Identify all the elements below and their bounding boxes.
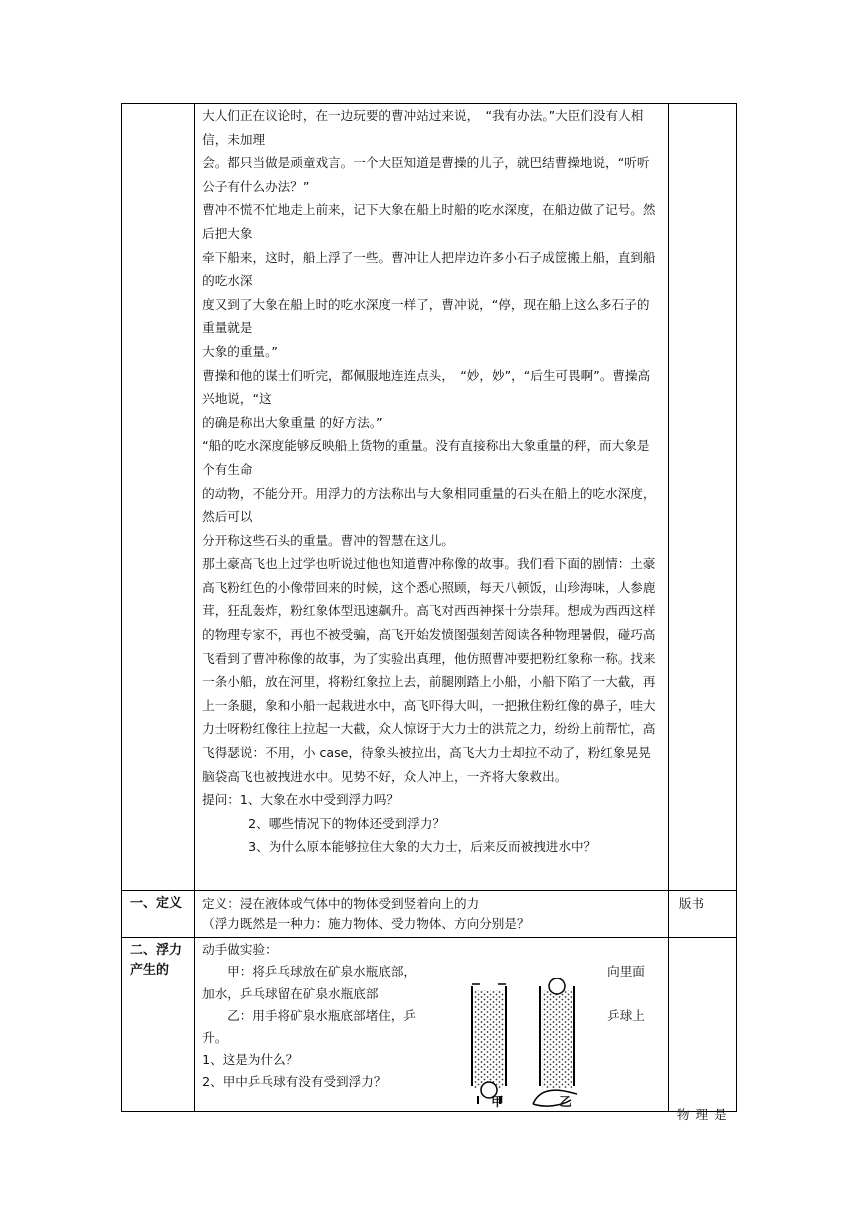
experiment-cell xyxy=(195,938,669,1112)
figure-label-yi: 乙 xyxy=(559,1094,572,1109)
figure-label-jia: 甲 xyxy=(491,1094,504,1109)
experiment-jia-right: 向里面 xyxy=(607,964,645,979)
origin-note-cell xyxy=(668,938,736,1122)
definition-row xyxy=(122,891,737,938)
origin-heading: 二、浮力产生的 xyxy=(122,938,195,1112)
bottle-yi xyxy=(533,978,577,1106)
experiment-yi-line2: 升。 xyxy=(202,1030,228,1045)
story-line: 牵下船来，这时，船上浮了一些。曹冲让人把岸边许多小石子成筐搬上船，直到船的吃水深 xyxy=(202,249,656,289)
definition-heading: 一、定义 xyxy=(122,891,195,938)
story-line: 大人们正在议论时，在一边玩要的曹冲站过来说， “我有办法。”大臣们没有人相信，未加理 xyxy=(202,108,644,147)
question-2: 2、哪些情况下的物体还受到浮力？ xyxy=(248,815,446,831)
experiment-yi-line: 乙：用手将矿泉水瓶底部堵住，乒 xyxy=(227,1008,417,1023)
bottle-jia xyxy=(472,984,506,1104)
story-row xyxy=(122,104,737,891)
experiment-question-2: 2、甲中乒乓球有没有受到浮力？ xyxy=(202,1074,387,1089)
experiment-jia-line: 甲：将乒乓球放在矿泉水瓶底部， xyxy=(227,964,417,979)
origin-note: 物理是 xyxy=(676,1107,733,1122)
story-cell xyxy=(195,104,669,891)
experiment-jia-line2: 加水，乒乓球留在矿泉水瓶底部 xyxy=(202,986,379,1001)
definition-cell xyxy=(195,891,669,938)
story-line: 会。都只当做是顽童戏言。一个大臣知道是曹操的儿子，就巴结曹操地说，“听听公子有什么办法？” xyxy=(202,155,650,194)
definition-subtext: （浮力既然是一种力：施力物体、受力物体、方向分别是？ xyxy=(202,916,530,931)
story-line: 度又到了大象在船上时的吃水深度一样了，曹冲说，“停，现在船上这么多石子的重量就是 xyxy=(202,296,650,336)
experiment-yi-right: 乒球上 xyxy=(607,1008,645,1023)
definition-text: 定义：浸在液体或气体中的物体受到竖着向上的力 xyxy=(202,896,480,911)
story-line: 大象的重量。” xyxy=(202,343,278,359)
story-line: 曹冲不慌不忙地走上前来，记下大象在船上时船的吃水深度，在船边做了记号。然后把大象 xyxy=(202,202,656,241)
ping-pong-ball-yi xyxy=(549,978,565,994)
story-line: 曹操和他的谋士们听完，都佩服地连连点头， “妙，妙”，“后生可畏啊”。曹操高兴地说，“这 xyxy=(202,367,651,407)
question-prefix: 提问： xyxy=(202,792,240,808)
experiment-question-1: 1、这是为什么？ xyxy=(202,1052,299,1067)
question-3: 3、为什么原本能够拉住大象的大力士，后来反而被拽进水中？ xyxy=(248,839,597,855)
story-paragraph: 那土豪高飞也上过学也听说过他也知道曹冲称像的故事。我们看下面的剧情：土豪高飞粉红色的小像带回来的时候，这个悉心照顾，每天八顿饭，山珍海味，人参鹿茸，狂乱轰炸，粉红象体型迅速飙升。高飞对西西神探十分崇拜。想成为西西这样的物理专家不，再也不被受骗，高飞开始发愤图强刻苦阅读各种物理暑假，碰巧高飞看到了曹冲称像的故事，为了实验出真理，他仿照曹冲要把粉红象称一称。找来一条小船，放在河里，将粉红象拉上去，前腿刚踏上小船，小船下陷了一大截，再上一条腿，象和小船一起栽进水中，高飞吓得大叫，一把揪住粉红像的鼻子，哇大力士呀粉红像往上拉起一大截，众人惊讶于大力士的洪荒之力，纷纷上前帮忙，高飞得瑟说：不用，小 case，待象头被拉出，高飞大力士却拉不动了，粉红象晃晃脑袋高飞也被拽进水中。见势不好，众人冲上，一齐将大象救出。 xyxy=(202,556,656,784)
story-heading-cell xyxy=(122,104,195,891)
story-line: 的动物，不能分开。用浮力的方法称出与大象相同重量的石头在船上的吃水深度，然后可以 xyxy=(202,485,656,525)
story-line: 的确是称出大象重量 的好方法。” xyxy=(202,414,383,430)
origin-row xyxy=(122,938,737,1112)
story-line: 分开称这些石头的重量。曹冲的智慧在这儿。 xyxy=(202,532,454,548)
question-1: 提问：1、大象在水中受到浮力吗？ xyxy=(202,792,400,808)
lesson-table xyxy=(121,103,737,1122)
story-note-cell xyxy=(668,104,736,891)
story-line: “船的吃水深度能够反映船上货物的重量。没有直接称出大象重量的秤，而大象是个有生命 xyxy=(202,438,650,477)
definition-note: 版书 xyxy=(668,891,736,938)
experiment-intro: 动手做实验： xyxy=(202,942,278,957)
